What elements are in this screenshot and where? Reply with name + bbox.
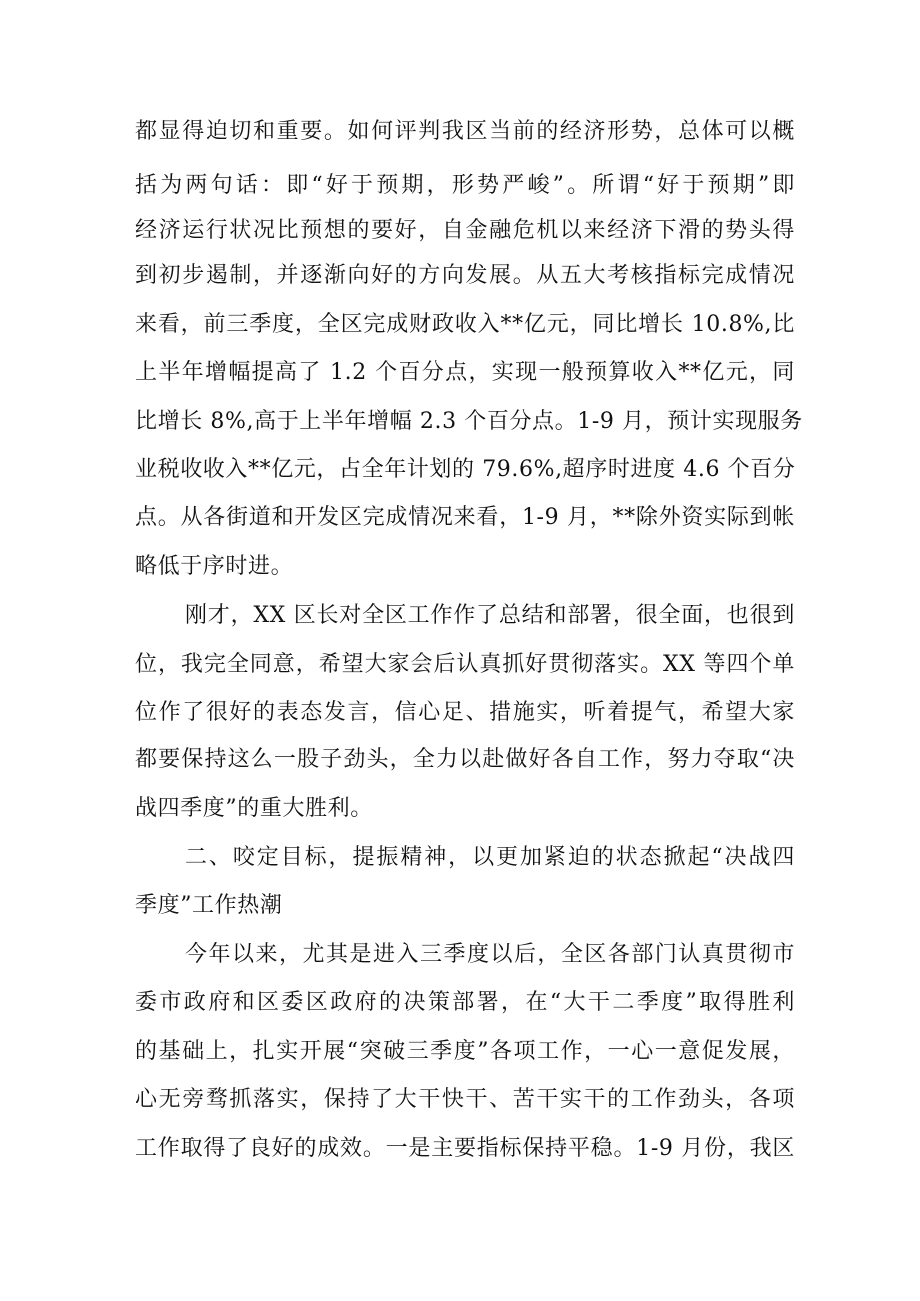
text-line: 到初步遏制，并逐渐向好的方向发展。从五大考核指标完成情况: [135, 263, 795, 288]
text-line: 心无旁骛抓落实，保持了大干快干、苦干实干的工作劲头，各项: [135, 1087, 795, 1112]
text-line: 都要保持这么一股子劲头，全力以赴做好各自工作，努力夺取“决: [135, 747, 795, 772]
text-line: 位，我完全同意，希望大家会后认真抓好贯彻落实。XX 等四个单: [135, 652, 795, 677]
text-line: 略低于序时进。: [135, 554, 294, 579]
text-line: 的基础上，扎实开展“突破三季度”各项工作，一心一意促发展，: [135, 1039, 795, 1064]
text-line: 工作取得了良好的成效。一是主要指标保持平稳。1-9 月份，我区: [135, 1136, 795, 1161]
text-line: 今年以来，尤其是进入三季度以后，全区各部门认真贯彻市: [185, 942, 795, 967]
text-line: 季度”工作热潮: [135, 893, 283, 918]
text-line: 经济运行状况比预想的要好，自金融危机以来经济下滑的势头得: [135, 218, 795, 243]
text-line: 刚才，XX 区长对全区工作作了总结和部署，很全面，也很到: [185, 603, 795, 628]
text-line: 都显得迫切和重要。如何评判我区当前的经济形势，总体可以概: [135, 119, 795, 144]
text-line: 业税收收入**亿元，占全年计划的 79.6%,超序时进度 4.6 个百分: [135, 457, 796, 482]
text-line: 战四季度”的重大胜利。: [135, 796, 373, 821]
text-line: 委市政府和区委区政府的决策部署，在“大干二季度”取得胜利: [135, 990, 795, 1015]
text-line: 点。从各街道和开发区完成情况来看，1-9 月，**除外资实际到帐: [135, 505, 795, 530]
text-line: 上半年增幅提高了 1.2 个百分点，实现一般预算收入**亿元，同: [135, 360, 795, 385]
text-line: 括为两句话：即“好于预期，形势严峻”。所谓“好于预期”即: [135, 173, 795, 198]
text-line: 位作了很好的表态发言，信心足、措施实，听着提气，希望大家: [135, 700, 795, 725]
text-line: 比增长 8%,高于上半年增幅 2.3 个百分点。1-9 月，预计实现服务: [135, 409, 803, 434]
text-line: 二、咬定目标，提振精神，以更加紧迫的状态掀起“决战四: [185, 845, 795, 870]
text-line: 来看，前三季度，全区完成财政收入**亿元，同比增长 10.8%,比: [135, 312, 795, 337]
